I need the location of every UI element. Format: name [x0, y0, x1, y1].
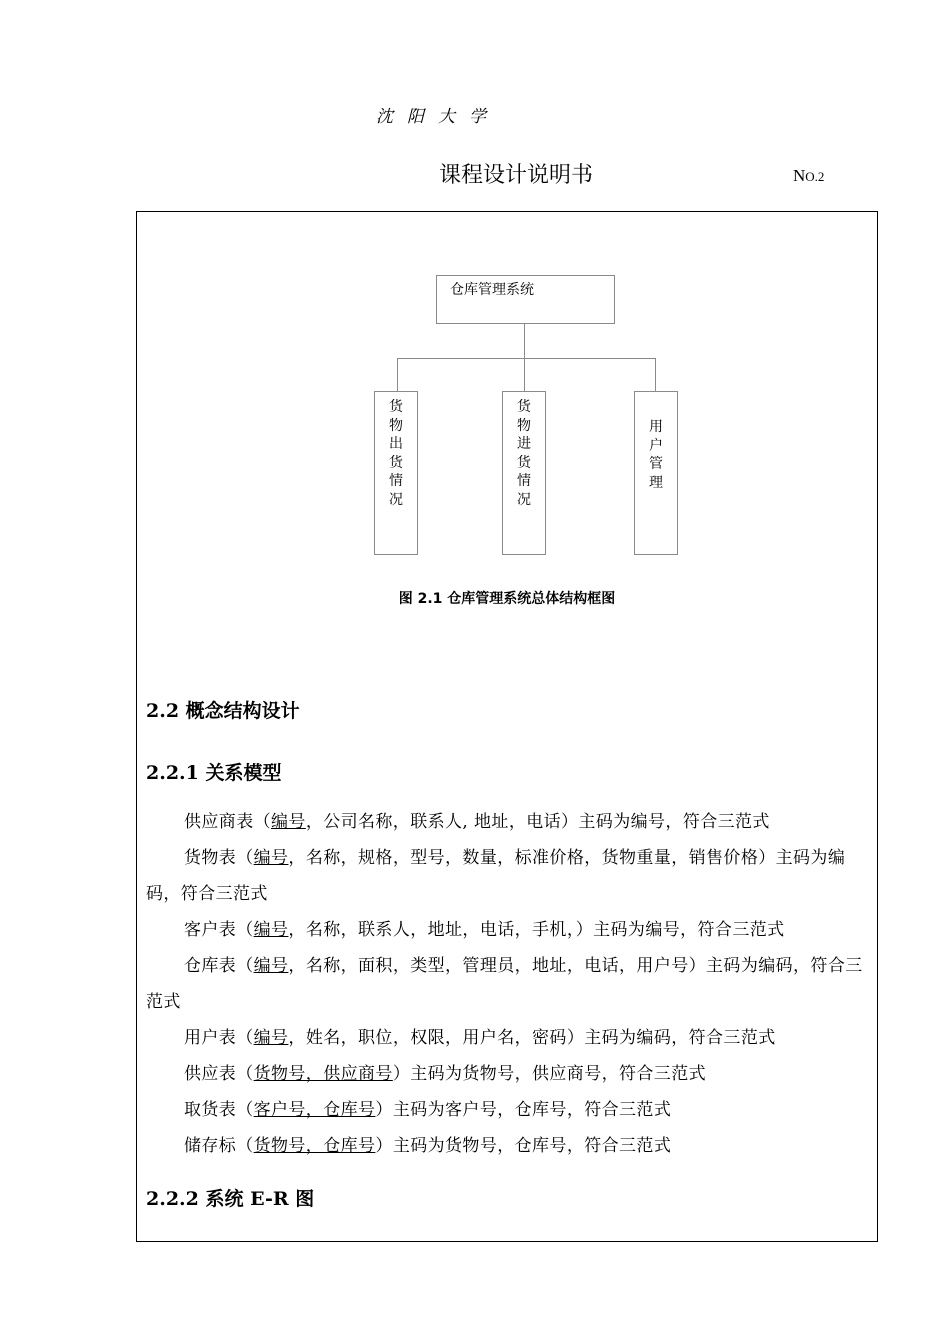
relation-desc: ）主码为货物号，仓库号，符合三范式	[375, 1136, 672, 1156]
chart-child-label: 货物出货情况	[389, 399, 403, 508]
relation-name: 取货表（	[184, 1100, 254, 1120]
chart-child-label: 用户管理	[649, 419, 663, 491]
relation-desc: ）主码为货物号，供应商号，符合三范式	[392, 1064, 707, 1084]
relation-name: 仓库表（	[184, 956, 254, 976]
figure-caption: 图 2.1 仓库管理系统总体结构框图	[398, 591, 616, 607]
connector-root-down	[524, 323, 525, 358]
relation-desc: ）主码为客户号，仓库号，符合三范式	[375, 1100, 672, 1120]
connector-child-3	[655, 358, 656, 391]
relation-item	[146, 1020, 870, 1056]
subsection-heading: 2.2.1 关系模型	[146, 762, 282, 784]
relation-name: 用户表（	[184, 1028, 254, 1048]
relation-item	[146, 1056, 870, 1092]
relation-item	[146, 1128, 870, 1164]
relation-key: 货物号，仓库号	[253, 1136, 376, 1156]
relation-desc: ，名称，联系人，地址，电话，手机，）主码为编号，符合三范式	[288, 920, 785, 940]
relation-key: 编号	[253, 1028, 289, 1048]
section-heading: 2.2 概念结构设计	[146, 700, 300, 722]
relation-key: 编号	[271, 812, 306, 832]
university-name: 沈阳大学	[376, 107, 500, 127]
chart-root-label: 仓库管理系统	[450, 282, 534, 298]
document-title: 课程设计说明书	[438, 163, 593, 188]
page-number-prefix: N	[793, 166, 806, 185]
relation-desc: ，公司名称，联系人, 地址，电话）主码为编号，符合三范式	[305, 812, 770, 832]
relation-desc: ，姓名，职位，权限，用户名，密码）主码为编码，符合三范式	[288, 1028, 776, 1048]
page-number-suffix: O.2	[805, 169, 825, 184]
connector-child-1	[397, 358, 398, 391]
relation-key: 客户号，仓库号	[253, 1100, 376, 1120]
relation-name: 储存标（	[184, 1136, 254, 1156]
relation-item	[146, 948, 870, 1020]
content-frame	[136, 211, 878, 1242]
relation-name: 供应表（	[184, 1064, 254, 1084]
page-number	[793, 166, 824, 186]
chart-root-box	[436, 275, 615, 324]
relation-key: 货物号，供应商号	[253, 1064, 393, 1084]
connector-horizontal	[397, 358, 656, 359]
relation-item	[146, 1092, 870, 1128]
relation-key: 编号	[253, 920, 289, 940]
relation-key: 编号	[253, 848, 289, 868]
relation-item	[146, 804, 870, 840]
relation-name: 供应商表（	[184, 812, 271, 832]
chart-child-label: 货物进货情况	[517, 399, 531, 508]
chart-child-box-inbound	[502, 391, 546, 555]
subsection-heading-er: 2.2.2 系统 E-R 图	[146, 1188, 315, 1210]
relation-item	[146, 840, 870, 912]
relation-name: 货物表（	[184, 848, 254, 868]
relation-name: 客户表（	[184, 920, 254, 940]
connector-child-2	[524, 358, 525, 391]
chart-child-box-users	[634, 391, 678, 555]
chart-child-box-outbound	[374, 391, 418, 555]
relation-key: 编号	[253, 956, 289, 976]
relation-desc: ，名称，面积，类型，管理员，地址，电话，用户号）主码为编码，符合三范式	[146, 956, 863, 1012]
relation-desc: ，名称，规格，型号，数量，标准价格，货物重量，销售价格）主码为编码，符合三范式	[146, 848, 846, 904]
relation-item	[146, 912, 870, 948]
relation-list	[146, 804, 870, 1164]
